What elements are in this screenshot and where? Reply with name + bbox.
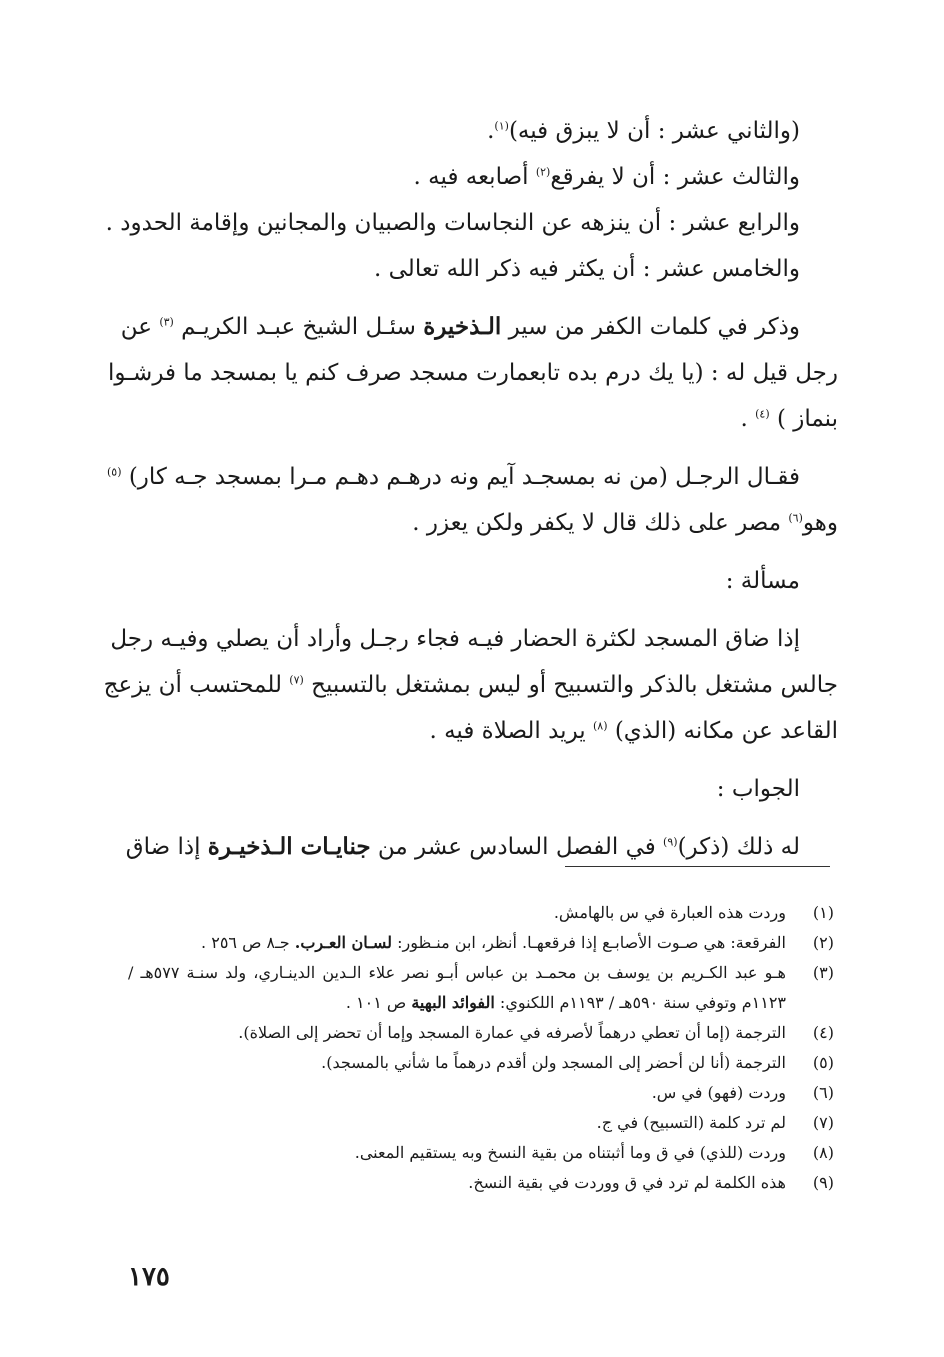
footnote-text: هـو عبد الكـريم بن يوسف بن محمـد بن عباس أبـو نصر علاء الـدين الدينـاري، ولد سنـة ٥٧٧هـ /١١٢٣م وتوفي سنة ٥٩٠هـ / ١١٩٣م اللكنوي: الفوائد البهية ص ١٠١ . — [128, 963, 786, 1012]
footnote-number: (١) — [812, 903, 834, 922]
footnote-divider — [565, 866, 830, 867]
footnote-text: الترجمة (إما أن تعطي درهماً لأصرفه في عمارة المسجد وإما أن تحضر إلى الصلاة). — [238, 1023, 786, 1042]
text-line: والخامس عشر : أن يكثر فيه ذكر الله تعالى . — [374, 256, 800, 282]
text-line: والرابع عشر : أن ينزهه عن النجاسات والصبيان والمجانين وإقامة الحدود . — [105, 210, 800, 236]
footnote-number: (٩) — [812, 1173, 834, 1192]
footnote — [128, 1078, 838, 1108]
footnote — [128, 1018, 838, 1048]
section-heading: الجواب : — [716, 776, 800, 802]
footnote-text: الفرقعة: هي صـوت الأصابـع إذا فرقعهـا. أنظر، ابن منـظور: لسـان العـرب. جـ٨ ص ٢٥٦ . — [201, 933, 786, 952]
footnote-number: (٢) — [812, 933, 834, 952]
footnote-number: (٧) — [812, 1113, 834, 1132]
footnote-number: (٤) — [812, 1023, 834, 1042]
footnote — [128, 1168, 838, 1198]
main-text — [103, 108, 838, 870]
footnote-text: الترجمة (أنا لن أحضر إلى المسجد ولن أقدم درهماً ما شأني بالمسجد). — [321, 1053, 786, 1072]
text-line: القاعد عن مكانه (الذي) $^{(٨)}$ يريد الصلاة فيه . — [429, 718, 838, 744]
footnote — [128, 1048, 838, 1078]
text-line: رجل قيل له : (يا يك درم بده تابعمارت مسجد صرف كنم يا بمسجد ما فرشـوا — [108, 360, 838, 386]
footnote-number: (٥) — [812, 1053, 834, 1072]
footnote-text: وردت (فهو) في س. — [651, 1083, 786, 1102]
footnote-text: لم ترد كلمة (التسبيح) في ج. — [596, 1113, 786, 1132]
text-line: جالس مشتغل بالذكر والتسبيح أو ليس بمشتغل بالتسبيح $^{(٧)}$ للمحتسب أن يزعج — [103, 672, 838, 698]
page-number: ١٧٥ — [128, 1262, 170, 1292]
footnote — [128, 1138, 838, 1168]
footnote-text: هذه الكلمة لم ترد في ق ووردت في بقية النسخ. — [468, 1173, 786, 1192]
footnote-text: وردت (للذي) في ق وما أثبتناه من بقية النسخ وبه يستقيم المعنى. — [354, 1143, 786, 1162]
footnote-number: (٨) — [812, 1143, 834, 1162]
text-line: وهو$^{(٦)}$ مصر على ذلك قال لا يكفر ولكن يعزر . — [412, 510, 838, 536]
footnote — [128, 898, 838, 928]
footnote — [128, 1108, 838, 1138]
footnote-number: (٣) — [812, 963, 834, 982]
footnote-text: وردت هذه العبارة في س بالهامش. — [553, 903, 786, 922]
text-line: (والثاني عشر : أن لا يبزق فيه)$^{(١)}$. — [487, 118, 800, 144]
footnote — [128, 958, 838, 1018]
text-line: بنماز ) $^{(٤)}$ . — [740, 406, 838, 432]
text-line: والثالث عشر : أن لا يفرقع$^{(٢)}$ أصابعه فيه . — [413, 164, 800, 190]
text-line: إذا ضاق المسجد لكثرة الحضار فيـه فجاء رجـل وأراد أن يصلي وفيـه رجل — [110, 626, 800, 652]
footnotes — [128, 898, 838, 1198]
section-heading: مسألة : — [725, 568, 800, 594]
footnote-number: (٦) — [812, 1083, 834, 1102]
text-line: وذكر في كلمات الكفر من سير الـذخيرة سئـل الشيخ عبـد الكريـم $^{(٣)}$ عن — [120, 313, 800, 340]
footnote — [128, 928, 838, 958]
text-line: فقـال الرجـل (من نه بمسجـد آيم ونه درهـم دهـم مـرا بمسجد جـه كار) $^{(٥)}$ — [107, 464, 800, 490]
text-line: له ذلك (ذكر)$^{(٩)}$ في الفصل السادس عشر من جنايـات الـذخيـرة إذا ضاق — [125, 833, 800, 860]
